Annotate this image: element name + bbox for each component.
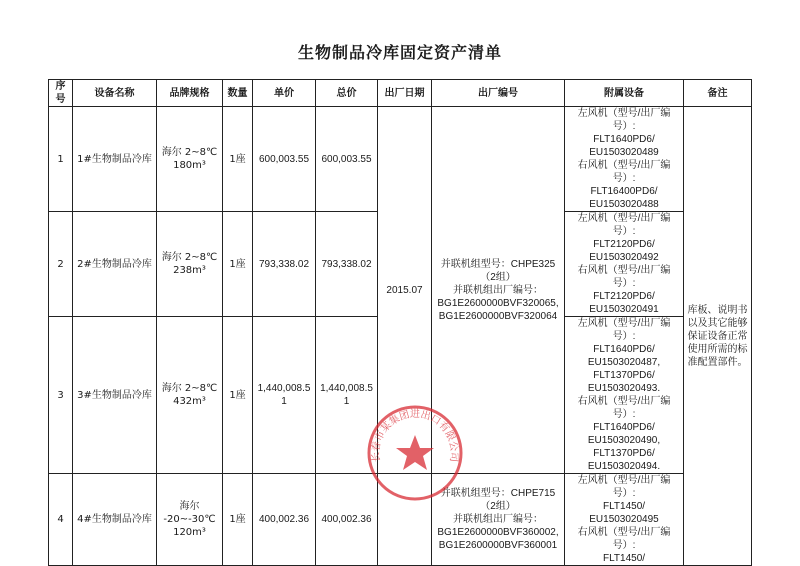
equipment-line: 右风机（型号/出厂编号）: [577,527,671,551]
equipment-line: FLT16400PD6/ [590,186,658,197]
equipment-line: 左风机（型号/出厂编号）: [577,475,671,499]
serial-line: BG1E2600000BVF320064 [438,310,558,322]
row-number: 2 [49,212,73,317]
equipment-line: 右风机（型号/出厂编号）: [577,396,671,420]
spec-line: 180m³ [173,160,206,171]
seal-text: 长春市某集团进出口有限公司 [370,409,460,463]
equipment-name: 4#生物制品冷库 [73,474,157,566]
remarks: 库板、说明书以及其它能够保证设备正常使用所需的标准配置部件。 [684,107,752,566]
serial-line: （2组） [480,271,516,283]
equipment-line: EU1503020492 [589,252,659,263]
equipment-line: FLT1640PD6/ [593,422,655,433]
header-cell: 设备名称 [73,80,157,107]
serial-line: 并联机组型号：CHPE325 [440,258,556,270]
spec-line: -20~-30℃ [163,514,216,525]
equipment-line: FLT1370PD6/ [593,448,655,459]
equipment-line: EU1503020493. [587,383,661,394]
header-cell: 备注 [684,80,752,107]
equipment-line: FLT1640PD6/ [593,344,655,355]
quantity: 1座 [223,317,253,474]
factory-date-empty [378,474,432,566]
attached-equipment [565,474,684,566]
brand-spec [157,317,223,474]
serial-line: （2组） [480,501,516,512]
equipment-name: 3#生物制品冷库 [73,317,157,474]
unit-price: 400,002.36 [253,474,316,566]
equipment-line: EU1503020494. [587,461,661,472]
total-price: 1,440,008.51 [316,317,378,474]
serial-line: BG1E2600000BVF320065, [437,297,559,309]
equipment-line: 左风机（型号/出厂编号）: [577,213,671,237]
equipment-line: EU1503020489 [589,147,659,158]
serial-line: BG1E2600000BVF360002, [437,527,559,538]
attached-equipment [565,317,684,474]
brand-spec [157,212,223,317]
equipment-line: EU1503020487, [587,357,661,368]
equipment-line: EU1503020490, [587,435,661,446]
total-price: 400,002.36 [316,474,378,566]
quantity: 1座 [223,474,253,566]
equipment-line: 左风机（型号/出厂编号）: [577,318,671,342]
spec-line: 海尔 2~8℃ [161,383,218,394]
brand-spec [157,474,223,566]
attached-equipment [565,212,684,317]
equipment-line: FLT1370PD6/ [593,370,655,381]
quantity: 1座 [223,107,253,212]
equipment-line: FLT1450/ [602,501,646,512]
spec-line: 238m³ [173,265,206,276]
factory-serial-group [432,474,565,566]
unit-price: 1,440,008.51 [253,317,316,474]
quantity: 1座 [223,212,253,317]
equipment-line: 右风机（型号/出厂编号）: [577,160,671,184]
serial-line: 并联机组出厂编号： [453,284,543,296]
equipment-name: 1#生物制品冷库 [73,107,157,212]
equipment-line: FLT1450/ [602,553,646,564]
header-cell: 数量 [223,80,253,107]
header-cell: 单价 [253,80,316,107]
brand-spec [157,107,223,212]
equipment-line: EU1503020495 [589,514,659,525]
row-number: 4 [49,474,73,566]
attached-equipment [565,107,684,212]
header-cell: 总价 [316,80,378,107]
equipment-name: 2#生物制品冷库 [73,212,157,317]
header-cell: 附属设备 [565,80,684,107]
spec-line: 海尔 [179,501,200,512]
table-row [49,107,752,212]
total-price: 600,003.55 [316,107,378,212]
serial-line: 并联机组出厂编号： [453,514,543,525]
header-cell: 出厂日期 [378,80,432,107]
total-price: 793,338.02 [316,212,378,317]
equipment-line: FLT2120PD6/ [593,239,655,250]
equipment-line: 左风机（型号/出厂编号）: [577,108,671,132]
spec-line: 432m³ [173,396,206,407]
unit-price: 793,338.02 [253,212,316,317]
row-number: 1 [49,107,73,212]
unit-price: 600,003.55 [253,107,316,212]
serial-line: 并联机组型号：CHPE715 [440,488,556,499]
factory-date: 2015.07 [378,107,432,474]
equipment-line: 右风机（型号/出厂编号）: [577,265,671,289]
table-header-row [49,80,752,107]
row-number: 3 [49,317,73,474]
header-cell: 序号 [49,80,73,107]
document-title: 生物制品冷库固定资产清单 [297,43,502,62]
equipment-line: EU1503020488 [589,199,659,210]
header-cell: 出厂编号 [432,80,565,107]
spec-line: 海尔 2~8℃ [161,252,218,263]
asset-table [48,79,752,566]
table-row [49,474,752,566]
factory-serial-group [432,107,565,474]
spec-line: 120m³ [173,527,206,538]
header-cell: 品牌规格 [157,80,223,107]
serial-line: BG1E2600000BVF360001 [438,540,558,551]
equipment-line: EU1503020491 [589,304,659,315]
equipment-line: FLT2120PD6/ [593,291,655,302]
equipment-line: FLT1640PD6/ [593,134,655,145]
spec-line: 海尔 2~8℃ [161,147,218,158]
